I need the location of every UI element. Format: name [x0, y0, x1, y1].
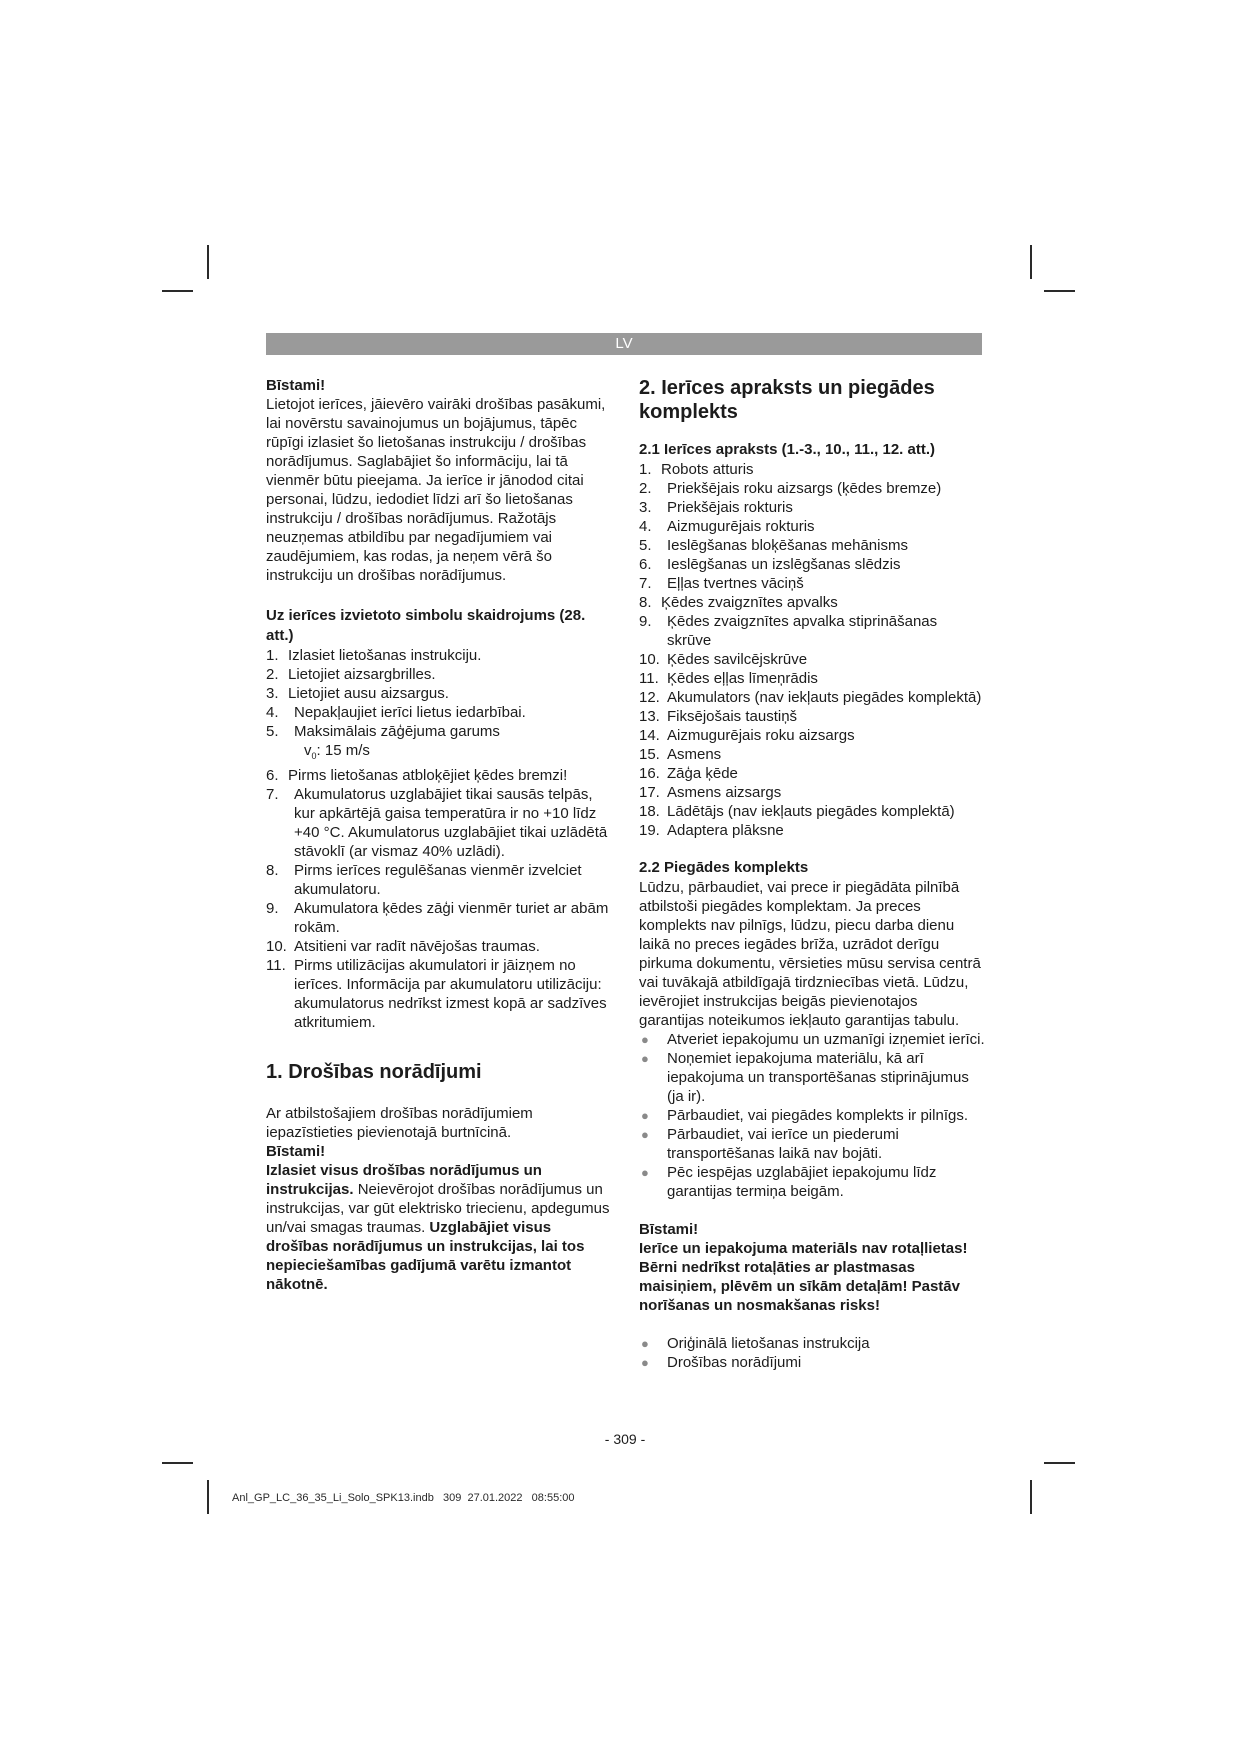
- list-item: 9. Ķēdes zvaigznītes apvalka stiprināšanas skrūve: [639, 613, 938, 649]
- list-item: ● Atveriet iepakojumu un uzmanīgi izņemiet ierīci.: [641, 1031, 985, 1048]
- list-item: 9. Akumulatora ķēdes zāģi vienmēr turiet ar abām rokām.: [266, 900, 609, 936]
- crop-mark: [1044, 290, 1075, 292]
- warning-text: Lietojot ierīces, jāievēro vairāki drošības pasākumi, lai novērstu savainojumus un bojājumus, tāpēc rūpīgi izlasiet šo lietošanas instrukciju / drošības norādījumus. Saglabājiet šo informāciju, lai tā vienmēr būtu pieejama. Ja ierīce ir jānodod citai personai, lūdzu, iedodiet līdzi arī šo lietošanas instrukciju / drošības norādījumus. Ražotājs neuzņemas atbildību par negadījumiem vai zaudējumiem, kas rodas, ja neņem vērā šo instrukciju un drošības norādījumus.: [266, 396, 606, 584]
- list-item: 2. Lietojiet aizsargbrilles.: [266, 666, 436, 683]
- crop-mark: [1030, 245, 1032, 279]
- list-item: 6. Pirms lietošanas atbloķējiet ķēdes bremzi!: [266, 767, 568, 784]
- crop-mark: [162, 1462, 193, 1464]
- list-item: 7. Eļļas tvertnes vāciņš: [639, 575, 804, 592]
- list-item: 5. Maksimālais zāģējuma garums $v_0$: 15 m/s: [266, 723, 500, 761]
- language-label: LV: [615, 335, 633, 352]
- print-imprint: Anl_GP_LC_36_35_Li_Solo_SPK13.indb 309 27.01.2022 08:55:00: [232, 1492, 575, 1504]
- list-item: 11. Ķēdes eļļas līmeņrādis: [639, 670, 818, 687]
- crop-mark: [1030, 1480, 1032, 1514]
- bullet-icon: ●: [641, 1127, 649, 1142]
- section-2-title: 2. Ierīces apraksts un piegādes komplekts: [639, 377, 935, 423]
- list-item: 14. Aizmugurējais roku aizsargs: [639, 727, 855, 744]
- warning-text: Ierīce un iepakojuma materiāls nav rotaļlietas! Bērni nedrīkst rotaļāties ar plastmasas maisiņiem, plēvēm un sīkām detaļām! Pastāv norīšanas un nosmakšanas risks!: [639, 1240, 968, 1314]
- crop-mark: [1044, 1462, 1075, 1464]
- list-item: 1. Robots atturis: [639, 461, 754, 478]
- section-2-1-title: 2.1 Ierīces apraksts (1.-3., 10., 11., 12. att.): [639, 441, 936, 458]
- crop-mark: [207, 245, 209, 279]
- list-item: 10. Atsitieni var radīt nāvējošas traumas.: [266, 938, 540, 955]
- list-item: 10. Ķēdes savilcējskrūve: [639, 651, 808, 668]
- section-2-2-title: 2.2 Piegādes komplekts: [639, 859, 809, 876]
- list-item: 15. Asmens: [639, 746, 722, 763]
- list-item: 8. Pirms ierīces regulēšanas vienmēr izvelciet akumulatoru.: [266, 862, 582, 898]
- crop-mark: [162, 290, 193, 292]
- section-2-2-text: Lūdzu, pārbaudiet, vai prece ir piegādāta pilnībā atbilstoši piegādes komplektam. Ja preces komplekts nav pilnīgs, lūdzu, piecu darba dienu laikā no preces iegādes brīža, uzrādot derīgu pirkuma dokumentu, vērsieties mūsu servisa centrā vai tuvākajā atbildīgajā tirdzniecības vietā. Lūdzu, ievērojiet instrukcijas beigās pievienotajos garantijas noteikumos iekļauto garantijas tabulu.: [639, 879, 981, 1029]
- list-item: 3. Priekšējais rokturis: [639, 499, 793, 516]
- list-item: 13. Fiksējošais taustiņš: [639, 708, 798, 725]
- list-item: ● Noņemiet iepakojuma materiālu, kā arī iepakojuma un transportēšanas stiprinājumus (ja ir).: [641, 1050, 969, 1105]
- list-item: ● Drošības norādījumi: [641, 1354, 802, 1371]
- warning-title: Bīstami!: [639, 1221, 699, 1238]
- symbols-list: [266, 646, 610, 1032]
- section-1-title: 1. Drošības norādījumi: [266, 1061, 482, 1083]
- bullet-icon: ●: [641, 1336, 649, 1351]
- right-column: [639, 376, 985, 1372]
- list-item: 5. Ieslēgšanas bloķēšanas mehānisms: [639, 537, 908, 554]
- left-column: [266, 376, 610, 1294]
- list-item: 8. Ķēdes zvaigznītes apvalks: [639, 594, 838, 611]
- list-item: ● Oriģinālā lietošanas instrukcija: [641, 1335, 870, 1352]
- delivery-steps-list: [639, 1030, 985, 1201]
- bullet-icon: ●: [641, 1032, 649, 1047]
- list-item: 11. Pirms utilizācijas akumulatori ir jāizņem no ierīces. Informācija par akumulatoru utilizāciju: akumulatorus nedrīkst izmest kopā ar sadzīves atkritumiem.: [266, 957, 607, 1031]
- bullet-icon: ●: [641, 1051, 649, 1066]
- section-1-intro: Ar atbilstošajiem drošības norādījumiem iepazīstieties pievienotajā burtnīcinā.: [266, 1105, 533, 1141]
- list-item: 12. Akumulators (nav iekļauts piegādes komplektā): [639, 689, 982, 706]
- list-item: 16. Zāģa ķēde: [639, 765, 738, 782]
- speed-symbol: $v_0$: 15 m/s: [304, 742, 370, 761]
- list-item: 3. Lietojiet ausu aizsargus.: [266, 685, 449, 702]
- list-item: 4. Nepakļaujiet ierīci lietus iedarbībai.: [266, 704, 526, 721]
- bullet-icon: ●: [641, 1108, 649, 1123]
- list-item: ● Pārbaudiet, vai ierīce un piederumi transportēšanas laikā nav bojāti.: [641, 1126, 899, 1162]
- list-item: 18. Lādētājs (nav iekļauts piegādes komplektā): [639, 803, 955, 820]
- list-item: 7. Akumulatorus uzglabājiet tikai sausās telpās, kur apkārtējā gaisa temperatūra ir no +10 līdz +40 °C. Akumulatorus uzglabājiet tikai uzlādētā stāvoklī (ar vismaz 40% uzlādi).: [266, 786, 608, 860]
- crop-mark: [207, 1480, 209, 1514]
- list-item: 17. Asmens aizsargs: [639, 784, 782, 801]
- list-item: ● Pēc iespējas uzglabājiet iepakojumu līdz garantijas termiņa beigām.: [641, 1164, 937, 1200]
- parts-list: [639, 460, 985, 840]
- list-item: 4. Aizmugurējais rokturis: [639, 518, 815, 535]
- list-item: 19. Adaptera plāksne: [639, 822, 784, 839]
- included-docs-list: [639, 1334, 985, 1372]
- warning-title: Bīstami!: [266, 377, 326, 394]
- warning-title: Bīstami!: [266, 1143, 326, 1160]
- language-bar: [266, 333, 982, 355]
- list-item: 6. Ieslēgšanas un izslēgšanas slēdzis: [639, 556, 901, 573]
- symbols-title: Uz ierīces izvietoto simbolu skaidrojums (28. att.): [266, 607, 586, 644]
- page-number: - 309 -: [604, 1431, 646, 1447]
- list-item: 1. Izlasiet lietošanas instrukciju.: [266, 647, 482, 664]
- bullet-icon: ●: [641, 1165, 649, 1180]
- list-item: 2. Priekšējais roku aizsargs (ķēdes bremze): [639, 480, 942, 497]
- warning-text: Izlasiet visus drošības norādījumus un instrukcijas. Neievērojot drošības norādījumus un instrukcijas, var gūt elektrisko triecienu, apdegumus un/vai smagas traumas. Uzglabājiet visus drošības norādījumus un instrukcijas, lai tos nepieciešamības gadījumā varētu izmantot nākotnē.: [266, 1162, 610, 1293]
- list-item: ● Pārbaudiet, vai piegādes komplekts ir pilnīgs.: [641, 1107, 968, 1124]
- bullet-icon: ●: [641, 1355, 649, 1370]
